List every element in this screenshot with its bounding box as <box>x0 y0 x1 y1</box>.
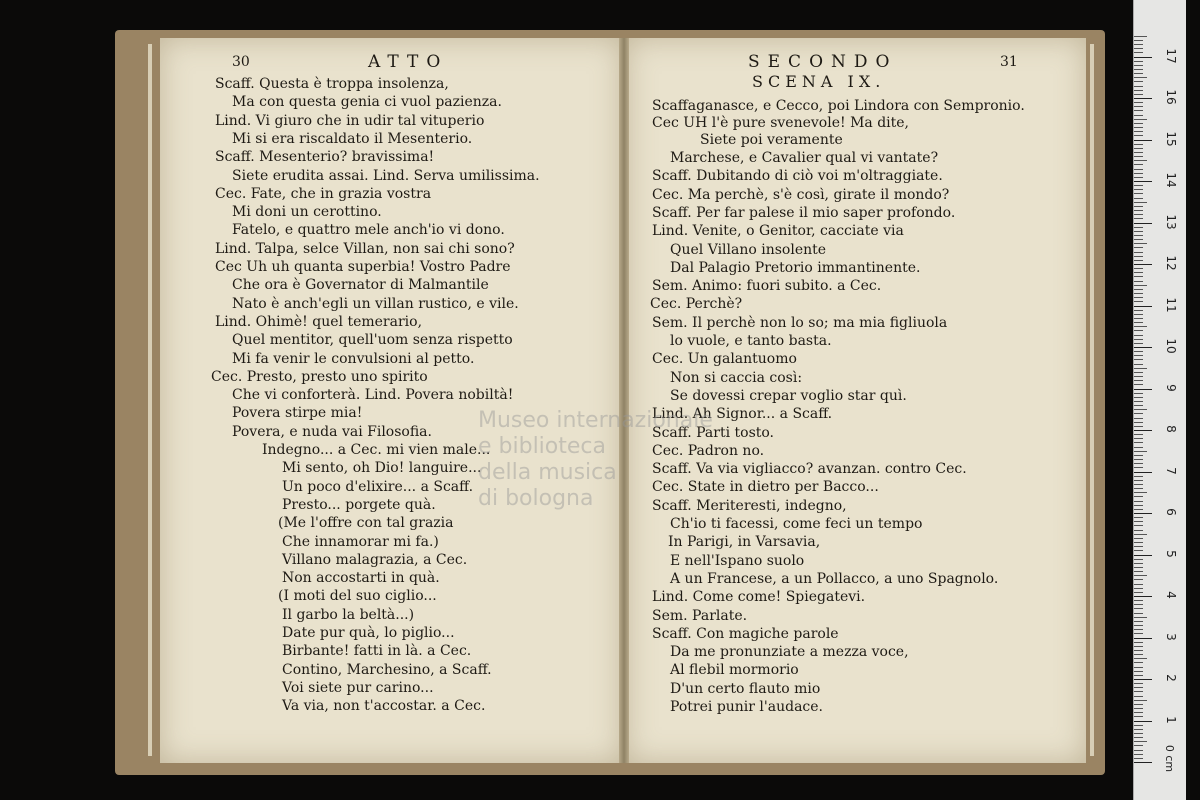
verse-line: Mi sento, oh Dio! languire... <box>282 460 482 477</box>
ruler-tick <box>1134 306 1152 307</box>
ruler-tick <box>1134 65 1143 66</box>
ruler-tick <box>1134 289 1143 290</box>
ruler-tick <box>1134 704 1143 705</box>
verse-line: Dal Palagio Pretorio immantinente. <box>670 259 921 276</box>
ruler-tick <box>1134 185 1143 186</box>
ruler-tick <box>1134 169 1143 170</box>
ruler-tick <box>1134 646 1143 647</box>
ruler-tick <box>1134 567 1143 568</box>
ruler-label: 4 <box>1164 591 1178 599</box>
ruler-tick <box>1134 517 1143 518</box>
verse-line: Che ora è Governator di Malmantile <box>232 277 489 294</box>
ruler-tick <box>1134 509 1143 510</box>
verse-line: Mi fa venir le convulsioni al petto. <box>232 350 475 367</box>
ruler-tick <box>1134 351 1143 352</box>
ruler-tick <box>1134 546 1143 547</box>
verse-line: Mi si era riscaldato il Mesenterio. <box>232 130 473 147</box>
ruler-tick <box>1134 44 1143 45</box>
ruler-label: 2 <box>1164 674 1178 682</box>
ruler-tick <box>1134 418 1143 419</box>
ruler-tick <box>1134 409 1147 410</box>
verse-line: lo vuole, e tanto basta. <box>670 333 832 349</box>
verse-line: Povera stirpe mia! <box>232 405 363 422</box>
verse-line: Lind. Ohimè! quel temerario, <box>215 313 423 330</box>
verse-line: Lind. Ah Signor... a Scaff. <box>652 406 833 423</box>
ruler-tick <box>1134 181 1152 182</box>
ruler-tick <box>1134 247 1143 248</box>
ruler-tick <box>1134 347 1152 348</box>
verse-line: Sem. Animo: fuori subito. a Cec. <box>652 278 882 295</box>
ruler-tick <box>1134 297 1143 298</box>
ruler-tick <box>1134 393 1143 394</box>
ruler-label: 11 <box>1164 296 1178 313</box>
ruler-tick <box>1134 451 1147 452</box>
ruler-tick <box>1134 488 1143 489</box>
verse-line: Scaff. Dubitando di ciò voi m'oltraggiate. <box>652 168 943 185</box>
verse-line: Cec. Padron no. <box>652 442 765 459</box>
ruler-tick <box>1134 48 1143 49</box>
ruler-tick <box>1134 459 1143 460</box>
ruler-tick <box>1134 750 1143 751</box>
ruler-label: 14 <box>1164 172 1178 188</box>
verse-line: Contino, Marchesino, a Scaff. <box>282 661 492 678</box>
ruler-tick <box>1134 571 1143 572</box>
ruler-unit-label: 0 cm <box>1163 744 1177 773</box>
ruler-tick <box>1134 696 1143 697</box>
verse-line: Ch'io ti facessi, come feci un tempo <box>670 516 923 532</box>
ruler-tick <box>1134 434 1143 435</box>
verse-line: Se dovessi crepar voglio star quì. <box>670 387 907 404</box>
verse-line: Il garbo la beltà...) <box>282 606 415 623</box>
scene-heading: SCENA IX. <box>752 72 886 91</box>
ruler-tick <box>1134 206 1143 207</box>
verse-line: Va via, non t'accostar. a Cec. <box>282 698 486 715</box>
page-edges-right <box>1090 44 1094 756</box>
verse-line: Sem. Parlate. <box>652 607 748 624</box>
ruler-tick <box>1134 355 1143 356</box>
ruler-tick <box>1134 218 1143 219</box>
ruler-tick <box>1134 575 1147 576</box>
verse-line: Villano malagrazia, a Cec. <box>282 551 468 568</box>
ruler-tick <box>1134 235 1143 236</box>
ruler-tick <box>1134 592 1143 593</box>
verse-line: Scaff. Mesenterio? bravissima! <box>215 149 435 166</box>
ruler-tick <box>1134 173 1143 174</box>
ruler-tick <box>1134 52 1143 53</box>
verse-line: Nato è anch'egli un villan rustico, e vile. <box>232 295 519 312</box>
verse-line: Cec. Un galantuomo <box>652 351 797 368</box>
left-running-head: ATTO <box>368 52 449 72</box>
ruler-tick <box>1134 193 1143 194</box>
ruler-tick <box>1134 61 1143 62</box>
ruler-tick <box>1134 405 1143 406</box>
ruler-tick <box>1134 326 1147 327</box>
verse-line: Scaff. Con magiche parole <box>652 625 839 642</box>
verse-line: Scaff. Questa è troppa insolenza, <box>215 76 449 92</box>
verse-line: Mi doni un cerottino. <box>232 204 382 221</box>
ruler-tick <box>1134 73 1143 74</box>
page-edges-left <box>148 44 152 756</box>
ruler-label: 5 <box>1164 549 1178 558</box>
verse-line: Lind. Venite, o Genitor, cacciate via <box>652 223 904 240</box>
ruler-tick <box>1134 160 1147 161</box>
ruler-tick <box>1134 106 1143 107</box>
verse-line: Date pur quà, lo piglio... <box>282 625 455 641</box>
ruler-label: 7 <box>1164 466 1178 475</box>
ruler-tick <box>1134 550 1143 551</box>
verse-line: Che innamorar mi fa.) <box>282 533 439 550</box>
ruler-tick <box>1134 629 1143 630</box>
ruler-tick <box>1134 687 1143 688</box>
verse-line: Siete poi veramente <box>700 132 843 148</box>
ruler-tick <box>1134 447 1143 448</box>
ruler-tick <box>1134 476 1143 477</box>
ruler-tick <box>1134 716 1143 717</box>
left-page-number: 30 <box>232 54 250 70</box>
ruler-tick <box>1134 608 1143 609</box>
verse-line: Quel Villano insolente <box>670 241 827 258</box>
verse-line: Fatelo, e quattro mele anch'io vi dono. <box>232 222 505 239</box>
ruler-tick <box>1134 189 1143 190</box>
ruler-tick <box>1134 754 1143 755</box>
verse-line: Lind. Talpa, selce Villan, non sai chi sono? <box>215 240 515 257</box>
verse-line: Scaff. Meriteresti, indegno, <box>652 497 847 514</box>
ruler-tick <box>1134 501 1143 502</box>
ruler-tick <box>1134 621 1143 622</box>
ruler-label: 17 <box>1164 47 1178 64</box>
ruler-tick <box>1134 642 1143 643</box>
ruler-tick <box>1134 272 1143 273</box>
ruler-tick <box>1134 310 1143 311</box>
ruler-tick <box>1134 521 1143 522</box>
ruler-tick <box>1134 484 1143 485</box>
verse-line: Cec Uh uh quanta superbia! Vostro Padre <box>215 259 511 275</box>
library-watermark: Museo internazionale e biblioteca della musica di bologna <box>478 408 713 511</box>
ruler-tick <box>1134 152 1143 153</box>
ruler-tick <box>1134 401 1143 402</box>
ruler-label: 12 <box>1164 255 1178 271</box>
ruler-label: 15 <box>1164 130 1178 147</box>
book-gutter <box>619 38 629 763</box>
ruler-tick <box>1134 140 1152 141</box>
ruler-tick <box>1134 538 1143 539</box>
ruler-tick <box>1134 741 1147 742</box>
ruler-tick <box>1134 650 1143 651</box>
ruler-tick <box>1134 708 1143 709</box>
ruler-tick <box>1134 721 1152 722</box>
ruler-tick <box>1134 276 1143 277</box>
ruler-tick <box>1134 725 1143 726</box>
ruler-tick <box>1134 654 1143 655</box>
ruler-tick <box>1134 256 1143 257</box>
ruler-tick <box>1134 127 1143 128</box>
verse-line: Cec. State in dietro per Bacco... <box>652 479 879 496</box>
verse-line: Scaff. Va via vigliacco? avanzan. contro Cec. <box>652 461 967 478</box>
ruler-tick <box>1134 322 1143 323</box>
ruler-tick <box>1134 438 1143 439</box>
ruler-tick <box>1134 588 1143 589</box>
ruler-tick <box>1134 534 1147 535</box>
ruler-tick <box>1134 413 1143 414</box>
ruler-tick <box>1134 422 1143 423</box>
ruler-tick <box>1134 156 1143 157</box>
ruler-tick <box>1134 496 1143 497</box>
ruler-tick <box>1134 658 1147 659</box>
verse-line: Marchese, e Cavalier qual vi vantate? <box>670 150 939 166</box>
ruler-label: 6 <box>1164 508 1178 516</box>
ruler-tick <box>1134 530 1143 531</box>
ruler-tick <box>1134 90 1143 91</box>
ruler-tick <box>1134 430 1152 431</box>
ruler-tick <box>1134 285 1147 286</box>
ruler-tick <box>1134 243 1147 244</box>
verse-line: Cec. Presto, presto uno spirito <box>211 368 428 385</box>
ruler-tick <box>1134 131 1143 132</box>
ruler-tick <box>1134 633 1143 634</box>
ruler-label: 3 <box>1164 632 1178 641</box>
ruler-tick <box>1134 36 1147 37</box>
ruler-label: 10 <box>1164 338 1178 354</box>
right-running-head: SECONDO <box>748 52 898 72</box>
ruler-tick <box>1134 492 1147 493</box>
ruler-tick <box>1134 335 1143 336</box>
ruler-tick <box>1134 164 1143 165</box>
verse-line: A un Francese, a un Pollacco, a uno Spagnolo. <box>670 570 999 587</box>
ruler-tick <box>1134 135 1143 136</box>
verse-line: Birbante! fatti in là. a Cec. <box>282 643 472 660</box>
verse-line: Potrei punir l'audace. <box>670 699 824 715</box>
ruler-tick <box>1134 144 1143 145</box>
verse-line: Cec. Fate, che in grazia vostra <box>215 185 432 202</box>
ruler-tick <box>1134 638 1152 639</box>
ruler-tick <box>1134 364 1143 365</box>
verse-line: Cec. Perchè? <box>650 296 743 313</box>
verse-line: Da me pronunziate a mezza voce, <box>670 644 909 661</box>
ruler-tick <box>1134 625 1143 626</box>
verse-line: Presto... porgete quà. <box>282 496 436 513</box>
ruler-tick <box>1134 69 1143 70</box>
ruler-label: 8 <box>1164 425 1178 433</box>
ruler-tick <box>1134 596 1152 597</box>
ruler-tick <box>1134 372 1143 373</box>
ruler-tick <box>1134 480 1143 481</box>
verse-line: Cec. Ma perchè, s'è così, girate il mondo? <box>652 186 950 203</box>
ruler-tick <box>1134 376 1143 377</box>
ruler-tick <box>1134 675 1143 676</box>
verse-line: (Me l'offre con tal grazia <box>278 515 454 532</box>
right-page-number: 31 <box>1000 54 1018 70</box>
ruler-tick <box>1134 700 1147 701</box>
ruler-tick <box>1134 604 1143 605</box>
ruler-label: 1 <box>1164 715 1178 724</box>
ruler-tick <box>1134 563 1143 564</box>
ruler-tick <box>1134 264 1152 265</box>
verse-line: Voi siete pur carino... <box>282 679 434 696</box>
ruler-tick <box>1134 691 1143 692</box>
ruler-tick <box>1134 102 1143 103</box>
ruler-tick <box>1134 505 1143 506</box>
ruler-tick <box>1134 260 1143 261</box>
ruler-tick <box>1134 110 1143 111</box>
ruler-tick <box>1134 115 1143 116</box>
ruler-tick <box>1134 762 1152 763</box>
ruler-tick <box>1134 223 1152 224</box>
verse-line: Siete erudita assai. Lind. Serva umilissima. <box>232 167 540 184</box>
ruler-tick <box>1134 733 1143 734</box>
verse-line: (I moti del suo ciglio... <box>278 588 437 605</box>
ruler-tick <box>1134 314 1143 315</box>
ruler-tick <box>1134 123 1143 124</box>
ruler-tick <box>1134 397 1143 398</box>
verse-line: Povera, e nuda vai Filosofia. <box>232 423 432 440</box>
verse-line: Lind. Vi giuro che in udir tal vituperio <box>215 112 485 129</box>
ruler-tick <box>1134 555 1152 556</box>
ruler-tick <box>1134 442 1143 443</box>
ruler-tick <box>1134 617 1147 618</box>
verse-line: Al flebil mormorio <box>670 662 799 679</box>
ruler-tick <box>1134 667 1143 668</box>
ruler-tick <box>1134 198 1143 199</box>
ruler-tick <box>1134 281 1143 282</box>
measurement-ruler <box>1133 0 1186 800</box>
ruler-tick <box>1134 293 1143 294</box>
ruler-tick <box>1134 239 1143 240</box>
ruler-tick <box>1134 683 1143 684</box>
ruler-tick <box>1134 745 1143 746</box>
ruler-tick <box>1134 268 1143 269</box>
verse-line: Che vi conforterà. Lind. Povera nobiltà! <box>232 387 514 404</box>
ruler-tick <box>1134 214 1143 215</box>
ruler-tick <box>1134 384 1143 385</box>
ruler-tick <box>1134 455 1143 456</box>
verse-line: Cec UH l'è pure svenevole! Ma dite, <box>652 115 910 131</box>
verse-line: Quel mentitor, quell'uom senza rispetto <box>232 332 513 349</box>
ruler-tick <box>1134 231 1143 232</box>
ruler-label: 9 <box>1164 383 1178 392</box>
ruler-tick <box>1134 119 1147 120</box>
ruler-tick <box>1134 463 1143 464</box>
ruler-tick <box>1134 339 1143 340</box>
ruler-tick <box>1134 712 1143 713</box>
ruler-tick <box>1134 40 1143 41</box>
ruler-tick <box>1134 662 1143 663</box>
ruler-tick <box>1134 177 1143 178</box>
ruler-tick <box>1134 389 1152 390</box>
ruler-tick <box>1134 679 1152 680</box>
ruler-tick <box>1134 98 1152 99</box>
verse-line: Sem. Il perchè non lo so; ma mia figliuola <box>652 314 948 331</box>
ruler-tick <box>1134 252 1143 253</box>
ruler-tick <box>1134 729 1143 730</box>
ruler-tick <box>1134 318 1143 319</box>
ruler-tick <box>1134 343 1143 344</box>
verse-line: Indegno... a Cec. mi vien male... <box>262 442 491 458</box>
ruler-tick <box>1134 525 1143 526</box>
ruler-tick <box>1134 584 1143 585</box>
verse-line: E nell'Ispano suolo <box>670 552 805 569</box>
ruler-tick <box>1134 671 1143 672</box>
ruler-tick <box>1134 467 1143 468</box>
ruler-tick <box>1134 600 1143 601</box>
ruler-tick <box>1134 579 1143 580</box>
ruler-tick <box>1134 559 1143 560</box>
ruler-tick <box>1134 368 1147 369</box>
ruler-tick <box>1134 613 1143 614</box>
ruler-tick <box>1134 94 1143 95</box>
verse-line: D'un certo flauto mio <box>670 680 821 697</box>
verse-line: Scaff. Per far palese il mio saper profondo. <box>652 204 956 221</box>
verse-line: Lind. Come come! Spiegatevi. <box>652 589 866 606</box>
ruler-tick <box>1134 148 1143 149</box>
ruler-tick <box>1134 380 1143 381</box>
ruler-tick <box>1134 542 1143 543</box>
verse-line: In Parigi, in Varsavia, <box>668 534 821 551</box>
ruler-label: 13 <box>1164 213 1178 230</box>
ruler-tick <box>1134 330 1143 331</box>
ruler-tick <box>1134 77 1147 78</box>
ruler-tick <box>1134 737 1143 738</box>
verse-line: Ma con questa genia ci vuol pazienza. <box>232 94 502 111</box>
verse-line: Un poco d'elixire... a Scaff. <box>282 478 474 495</box>
verse-line: Non accostarti in quà. <box>282 570 440 587</box>
ruler-tick <box>1134 513 1152 514</box>
ruler-tick <box>1134 472 1152 473</box>
verse-line: Scaffaganasce, e Cecco, poi Lindora con Sempronio. <box>652 98 1025 114</box>
ruler-tick <box>1134 57 1152 58</box>
ruler-tick <box>1134 81 1143 82</box>
ruler-tick <box>1134 426 1143 427</box>
ruler-tick <box>1134 86 1143 87</box>
ruler-label: 16 <box>1164 89 1178 105</box>
verse-line: Non si caccia così: <box>670 369 803 386</box>
ruler-tick <box>1134 301 1143 302</box>
ruler-tick <box>1134 758 1143 759</box>
ruler-tick <box>1134 210 1143 211</box>
ruler-tick <box>1134 227 1143 228</box>
verse-line: Scaff. Parti tosto. <box>652 424 775 441</box>
ruler-tick <box>1134 202 1147 203</box>
ruler-tick <box>1134 359 1143 360</box>
